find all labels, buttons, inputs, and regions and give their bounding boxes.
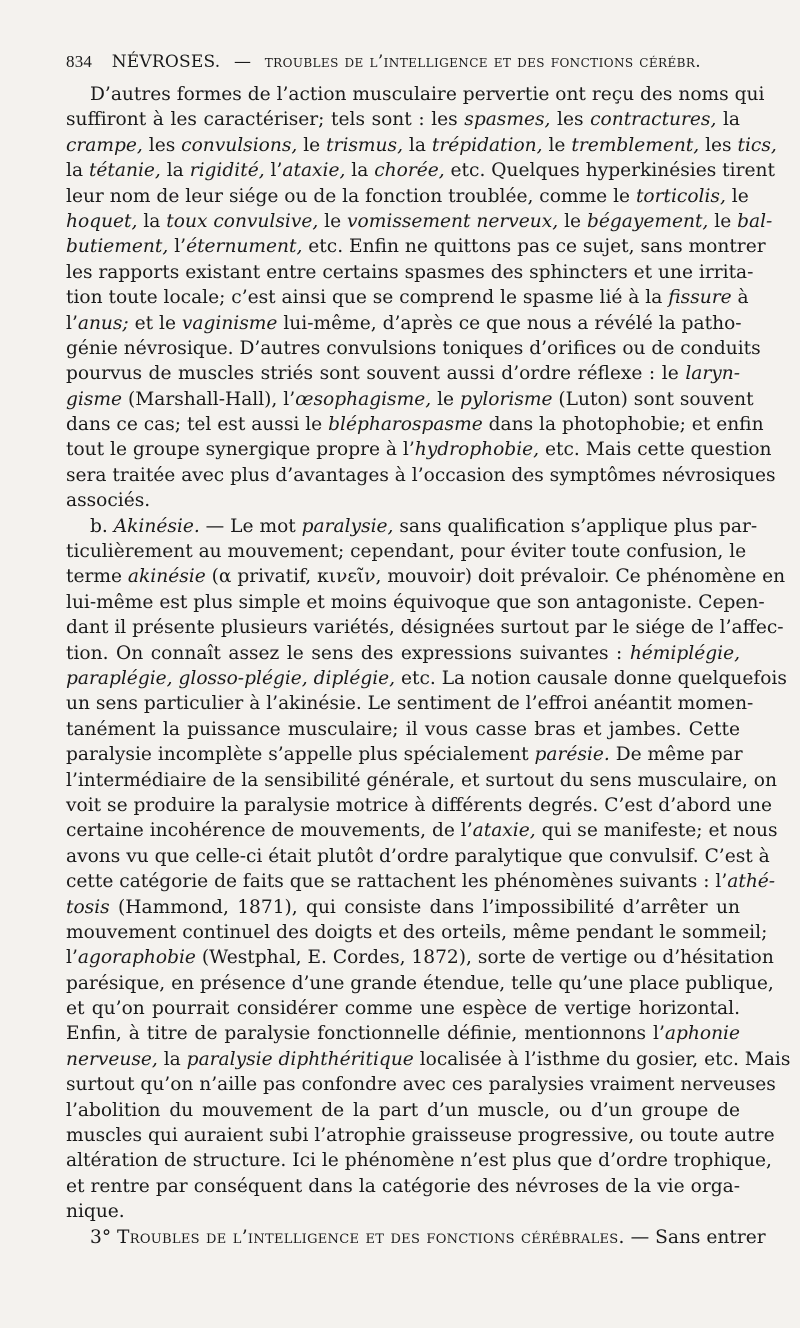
italic-term: gisme	[66, 388, 123, 410]
italic-term: tremblement,	[571, 134, 700, 156]
italic-term: vomissement nerveux,	[347, 210, 559, 232]
italic-term: chorée,	[374, 160, 445, 182]
text-run: tion toute locale; c’est ainsi que se comprend le spasme lié à la	[66, 287, 669, 309]
italic-term: trépidation,	[431, 134, 543, 156]
italic-term: paralysie,	[301, 515, 394, 537]
text-line	[66, 945, 774, 970]
text-run: sera traitée avec plus d’avantages à l’occasion des symptômes névrosiques	[66, 464, 776, 486]
italic-term: tosis	[66, 896, 110, 918]
text-line	[66, 1148, 772, 1173]
text-run: D’autres formes de l’action musculaire pervertie ont reçu des noms qui	[90, 84, 765, 105]
text-line	[66, 1021, 740, 1046]
text-line	[66, 514, 758, 539]
text-line	[66, 869, 776, 894]
italic-term: hémiplégie,	[629, 642, 740, 664]
text-line	[66, 717, 740, 742]
text-run: paralysie incomplète s’appelle plus spécialement	[66, 744, 535, 766]
italic-term: nerveuse,	[66, 1048, 158, 1070]
text-run: voit se produire la paralysie motrice à différents degrés. C’est d’abord une	[66, 794, 772, 816]
text-run: De même par	[609, 744, 743, 766]
text-run: la	[160, 160, 190, 182]
italic-term: hoquet,	[66, 210, 138, 232]
text-run: etc. Mais cette question	[539, 439, 772, 461]
italic-term: toux convulsive,	[166, 210, 319, 232]
header-title-rest: troubles de l’intelligence et des fonctions cérébr.	[264, 52, 702, 72]
text-run: lui-même, d’après ce que nous a révélé la patho-	[277, 312, 742, 334]
italic-term: torticolis,	[635, 185, 726, 207]
text-run: localisée à l’isthme du gosier, etc. Mais	[413, 1048, 791, 1070]
text-run: la	[345, 160, 375, 182]
text-line	[66, 209, 773, 234]
italic-term: pylorisme	[459, 388, 553, 410]
text-run: les	[550, 109, 591, 131]
italic-term: Akinésie.	[113, 515, 200, 537]
text-line	[66, 1174, 740, 1199]
text-run: la	[716, 109, 740, 131]
text-run: etc. Enfin ne quittons pas ce sujet, sans montrer	[302, 236, 766, 258]
text-line	[66, 107, 740, 132]
text-line	[66, 564, 786, 589]
text-run: les rapports existant entre certains spasmes des sphincters et une irrita-	[66, 261, 754, 283]
text-line	[66, 311, 740, 336]
italic-term: trismus,	[326, 134, 403, 156]
header-separator: —	[233, 52, 252, 72]
text-run: (Luton) sont souvent	[552, 388, 754, 410]
text-run: 3°	[90, 1226, 118, 1248]
text-run: (α privatif, κινεῖν, mouvoir) doit prévaloir. Ce phénomène en	[205, 566, 786, 588]
text-run: l’	[66, 312, 78, 334]
text-run: nique.	[66, 1201, 125, 1223]
italic-term: athé-	[727, 871, 776, 893]
italic-term: œsophagisme,	[295, 388, 432, 410]
text-line	[66, 691, 754, 716]
text-run: leur nom de leur siége ou de la fonction troublée, comme le	[66, 185, 636, 207]
text-run: Enfin, à titre de paralysie fonctionnelle définie, mentionnons l’	[66, 1023, 665, 1045]
italic-term: ataxie,	[282, 160, 346, 182]
text-run: qui se manifeste; et nous	[535, 820, 778, 842]
text-run: pourvus de muscles striés sont souvent aussi d’ordre réflexe : le	[66, 363, 686, 385]
text-run: lui-même est plus simple et moins équivoque que son antagoniste. Cepen-	[66, 591, 765, 613]
italic-term: bal-	[737, 210, 773, 232]
text-run: certaine incohérence de mouvements, de l’	[66, 820, 473, 842]
running-header	[66, 52, 756, 80]
text-run: (Hammond, 1871), qui consiste dans l’impossibilité d’arrêter un	[109, 896, 740, 918]
text-line	[66, 158, 775, 183]
text-run: le	[297, 134, 327, 156]
text-run: dans la photophobie; et enfin	[482, 414, 764, 436]
text-line	[66, 412, 764, 437]
text-run: le	[542, 134, 572, 156]
text-run: et rentre par conséquent dans la catégorie des névroses de la vie orga-	[66, 1175, 740, 1197]
header-title-main: NÉVROSES.	[111, 52, 221, 72]
italic-term: parésie.	[534, 744, 610, 766]
text-run: la	[66, 160, 89, 182]
text-line	[66, 234, 766, 259]
text-line	[66, 742, 743, 767]
text-line	[66, 895, 740, 920]
text-run: etc. Quelques hyperkinésies tirent	[444, 160, 775, 182]
section-heading: Troubles de l’intelligence et des fonctions cérébrales.	[117, 1226, 625, 1248]
text-line	[66, 387, 754, 412]
text-run: et qu’on pourrait considérer comme une espèce de vertige horizontal.	[66, 998, 740, 1020]
text-run: l’abolition du mouvement de la part d’un muscle, ou d’un groupe de	[66, 1099, 740, 1121]
text-run: — Sans entrer	[624, 1226, 766, 1248]
italic-term: butiement,	[66, 236, 169, 258]
text-run: la	[137, 210, 167, 232]
text-run: l’	[264, 160, 283, 182]
italic-term: spasmes,	[464, 109, 551, 131]
italic-term: contractures,	[590, 109, 717, 131]
text-line	[66, 1123, 775, 1148]
text-run: l’intermédiaire de la sensibilité générale, et surtout du sens musculaire, on	[66, 769, 777, 791]
body-text	[66, 82, 791, 1250]
italic-term: hydrophobie,	[414, 439, 540, 461]
text-line	[66, 184, 749, 209]
text-line	[66, 539, 747, 564]
text-line	[66, 133, 777, 158]
italic-term: paraplégie, glosso-plégie, diplégie,	[66, 667, 396, 689]
text-run: les	[142, 134, 182, 156]
text-line	[66, 590, 765, 615]
italic-term: tics,	[737, 134, 777, 156]
text-run: avons vu que celle-ci était plutôt d’ordre paralytique que convulsif. C’est à	[66, 845, 770, 867]
italic-term: convulsions,	[181, 134, 298, 156]
text-run: cette catégorie de faits que se rattachent les phénomènes suivants : l’	[66, 871, 728, 893]
text-run: sans qualification s’applique plus par-	[393, 515, 758, 537]
text-run: (Westphal, E. Cordes, 1872), sorte de vertige ou d’hésitation	[195, 947, 774, 969]
text-run: ticulièrement au mouvement; cependant, pour éviter toute confusion, le	[66, 541, 747, 563]
text-run: associés.	[66, 490, 151, 512]
text-run: dans ce cas; tel est aussi le	[66, 414, 329, 436]
text-run: dant il présente plusieurs variétés, désignées surtout par le siége de l’affec-	[66, 617, 784, 639]
italic-term: crampe,	[66, 134, 143, 156]
text-line	[66, 488, 740, 513]
text-line	[66, 1072, 776, 1097]
italic-term: rigidité,	[189, 160, 265, 182]
text-run: l’	[66, 947, 78, 969]
text-line	[66, 768, 777, 793]
text-run: et le	[128, 312, 182, 334]
text-line	[66, 818, 778, 843]
italic-term: tétanie,	[88, 160, 161, 182]
text-run: la	[403, 134, 432, 156]
italic-term: akinésie	[127, 566, 206, 588]
text-run: le	[725, 185, 749, 207]
text-line	[66, 971, 774, 996]
text-line	[66, 996, 740, 1021]
text-line	[66, 641, 740, 666]
text-run: mouvement continuel des doigts et des orteils, même pendant le sommeil;	[66, 921, 768, 943]
text-line	[66, 615, 784, 640]
text-run: les	[699, 134, 738, 156]
text-line	[66, 260, 754, 285]
text-run: altération de structure. Ici le phénomène n’est plus que d’ordre trophique,	[66, 1150, 772, 1172]
text-line	[66, 920, 768, 945]
text-run: le	[708, 210, 738, 232]
text-run: le	[431, 388, 460, 410]
text-run: l’	[168, 236, 187, 258]
text-run: etc. La notion causale donne quelquefois	[395, 667, 787, 689]
text-run: tanément la puissance musculaire; il vous casse bras et jambes. Cette	[66, 718, 740, 740]
text-run: terme	[66, 566, 128, 588]
italic-term: anus;	[77, 312, 129, 334]
italic-term: ataxie,	[472, 820, 536, 842]
text-line	[66, 1225, 766, 1250]
text-line	[66, 793, 772, 818]
text-line	[66, 1199, 740, 1224]
text-run: muscles qui auraient subi l’atrophie graisseuse progressive, ou toute autre	[66, 1125, 775, 1147]
text-run: à	[731, 287, 749, 309]
italic-term: éternument,	[186, 236, 303, 258]
text-line	[66, 1047, 791, 1072]
text-run: — Le mot	[199, 515, 302, 537]
italic-term: fissure	[668, 287, 732, 309]
page-number: 834	[66, 52, 93, 71]
text-run: génie névrosique. D’autres convulsions toniques d’orifices ou de conduits	[66, 337, 761, 359]
text-line	[66, 361, 740, 386]
text-run: la	[157, 1048, 187, 1070]
text-run: tion. On connaît assez le sens des expressions suivantes :	[66, 642, 630, 664]
text-line	[66, 463, 776, 488]
text-line	[66, 82, 765, 107]
italic-term: bégayement,	[586, 210, 709, 232]
italic-term: paralysie diphthéritique	[186, 1048, 414, 1070]
text-run: le	[558, 210, 587, 232]
italic-term: agoraphobie	[77, 947, 196, 969]
text-run: le	[318, 210, 348, 232]
text-run: b.	[90, 515, 114, 537]
text-run: un sens particulier à l’akinésie. Le sentiment de l’effroi anéantit momen-	[66, 693, 754, 715]
text-run: (Marshall-Hall), l’	[122, 388, 296, 410]
text-line	[66, 1098, 740, 1123]
text-run: suffiront à les caractériser; tels sont : les	[66, 109, 465, 131]
italic-term: vaginisme	[181, 312, 278, 334]
text-run: parésique, en présence d’une grande étendue, telle qu’une place publique,	[66, 972, 774, 994]
italic-term: aphonie	[664, 1023, 740, 1045]
text-line	[66, 285, 749, 310]
text-line	[66, 844, 770, 869]
italic-term: laryn-	[685, 363, 740, 385]
text-line	[66, 666, 787, 691]
text-line	[66, 336, 761, 361]
text-line	[66, 437, 772, 462]
italic-term: blépharospasme	[328, 414, 483, 436]
text-run: tout le groupe synergique propre à l’	[66, 439, 415, 461]
text-run: surtout qu’on n’aille pas confondre avec ces paralysies vraiment nerveuses	[66, 1074, 776, 1096]
